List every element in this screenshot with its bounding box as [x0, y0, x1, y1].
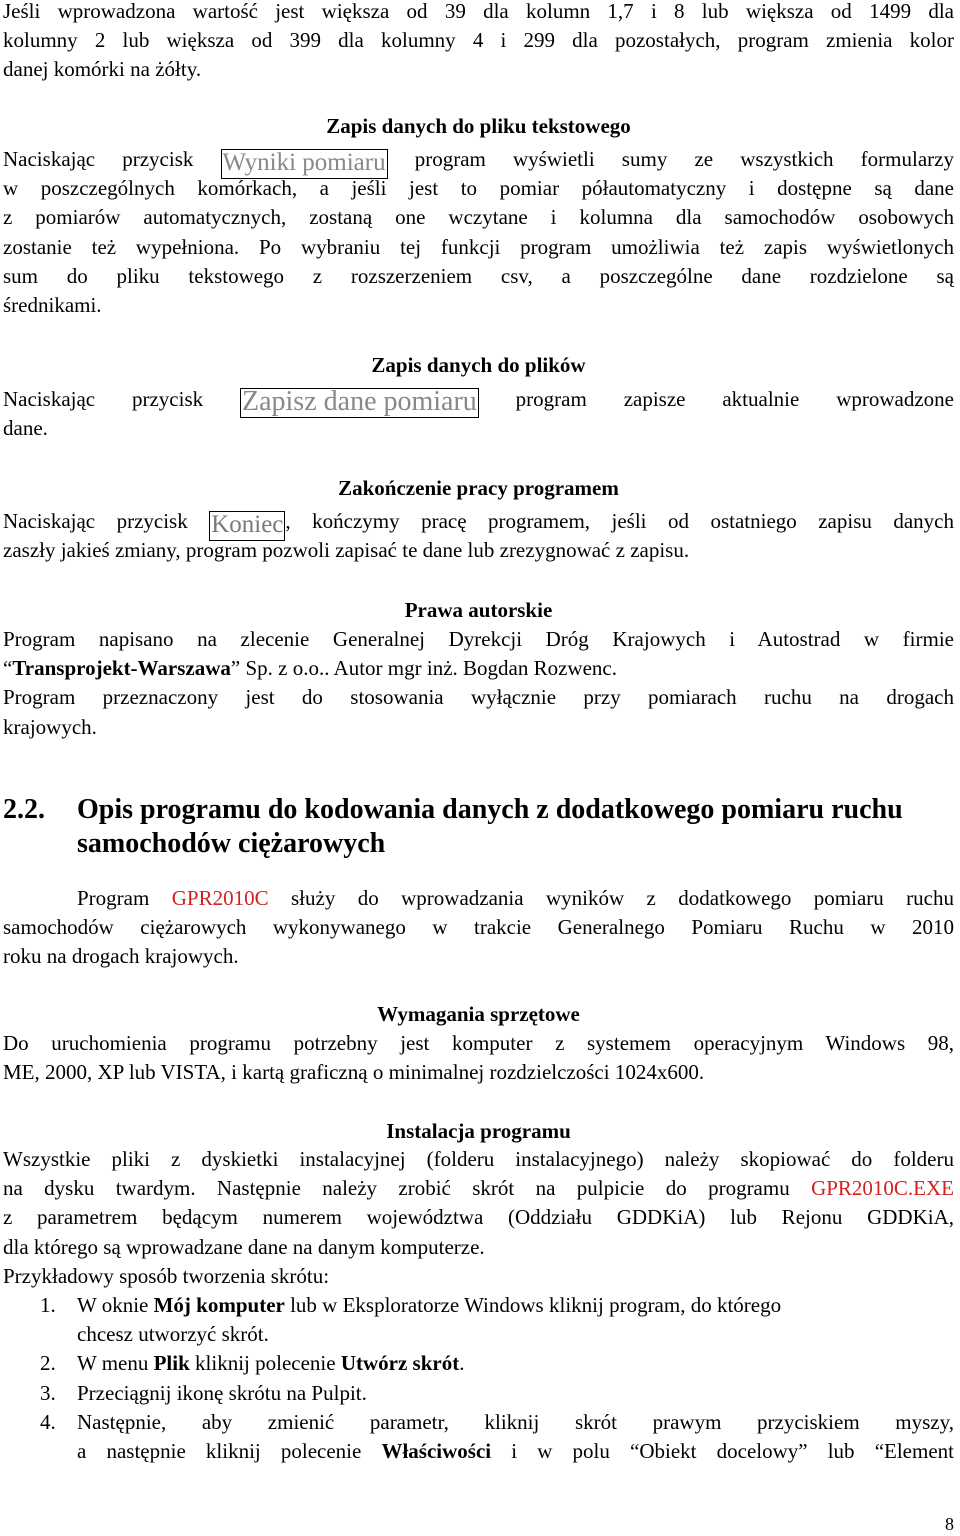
text-line: dane. [3, 416, 48, 441]
text-line: sum do pliku tekstowego z rozszerzeniem csv, a poszczególne dane rozdzielone są [3, 263, 954, 288]
text-line: Program napisano na zlecenie Generalnej Dyrekcji Dróg Krajowych i Autostrad w firmie [3, 627, 954, 651]
section-number: 2.2. [3, 794, 45, 825]
program-name: GPR2010C [171, 886, 269, 910]
text-line: Program GPR2010C służy do wprowadzania wyników z dodatkowego pomiaru ruchu [77, 886, 954, 910]
text-line: Przykładowy sposób tworzenia skrótu: [3, 1263, 330, 1288]
text-line: na dysku twardym. Następnie należy zrobić skrót na pulpicie do programu GPR2010C.EXE [3, 1176, 954, 1201]
text-line: zostanie też wypełniona. Po wybraniu tej funkcji program umożliwia też zapis wyświetlonych [3, 234, 954, 259]
text-line: ME, 2000, XP lub VISTA, i kartą graficzną o minimalnej rozdzielczości 1024x600. [3, 1060, 705, 1085]
list-item: 3. Przeciągnij ikonę skrótu na Pulpit. [40, 1380, 367, 1405]
description-paragraph [3, 884, 954, 972]
text-line: Naciskając przycisk Koniec, kończymy pracę programem, jeśli od ostatniego zapisu danych [3, 507, 954, 536]
heading-file-save: Zapis danych do plików [371, 353, 586, 377]
text-line: z pomiarów automatycznych, zostaną one wczytane i kolumna dla samochodów osobowych [3, 205, 954, 230]
text-line: Wszystkie pliki z dyskietki instalacyjnej (folderu instalacyjnego) należy skopiować do folderu [3, 1147, 954, 1171]
text-line: roku na drogach krajowych. [3, 944, 239, 969]
text-line: w poszczególnych komórkach, a jeśli jest to pomiar półautomatyczny i dostępne są dane [3, 176, 954, 201]
requirements-paragraph [3, 1029, 954, 1087]
text-line: Do uruchomienia programu potrzebny jest komputer z systemem operacyjnym Windows 98, [3, 1031, 954, 1055]
text-line: zaszły jakieś zmiany, program pozwoli zapisać te dane lub zrezygnować z zapisu. [3, 538, 690, 563]
text-line: Jeśli wprowadzona wartość jest większa od 39 dla kolumn 1,7 i 8 lub większa od 1499 dla [3, 0, 954, 23]
text-export-paragraph [3, 145, 954, 320]
heading-copyright: Prawa autorskie [404, 598, 553, 622]
text-line: Naciskając przycisk Zapisz dane pomiaru program zapisze aktualnie wprowadzone [3, 386, 954, 417]
text-line: z parametrem będącym numerem województwa (Oddziału GDDKiA) lub Rejonu GDDKiA, [3, 1205, 954, 1230]
text-line: kolumny 2 lub większa od 399 dla kolumny 4 i 299 dla pozostałych, program zmienia kolor [3, 28, 954, 53]
text-line: “Transprojekt-Warszawa” Sp. z o.o.. Autor mgr inż. Bogdan Rozwenc. [3, 656, 617, 681]
text-line: krajowych. [3, 714, 97, 739]
company-name: Transprojekt-Warszawa [12, 656, 231, 681]
heading-exit: Zakończenie pracy programem [338, 476, 619, 500]
list-item: 4. Następnie, aby zmienić parametr, kliknij skrót prawym przyciskiem myszy, a następnie kliknij polecenie Właściwości i w polu “Obiekt docelowy” lub “Element [40, 1409, 954, 1463]
heading-requirements: Wymagania sprzętowe [377, 1002, 580, 1026]
program-exe: GPR2010C.EXE [811, 1176, 954, 1201]
exit-paragraph [3, 507, 954, 565]
text-line: Program przeznaczony jest do stosowania wyłącznie przy pomiarach ruchu na drogach [3, 685, 954, 710]
koniec-button[interactable]: Koniec [209, 511, 285, 541]
list-item: 1. W oknie Mój komputer lub w Eksploratorze Windows kliknij program, do którego chcesz utworzyć skrót. [40, 1293, 782, 1347]
page-number: 8 [945, 1514, 954, 1534]
heading-install: Instalacja programu [386, 1119, 571, 1143]
file-save-paragraph [3, 385, 954, 443]
install-paragraph [3, 1145, 954, 1291]
wyniki-pomiaru-button[interactable]: Wyniki pomiaru [221, 149, 388, 179]
heading-text-export: Zapis danych do pliku tekstowego [326, 114, 631, 138]
section-title-line1: Opis programu do kodowania danych z dodatkowego pomiaru ruchu [77, 794, 903, 825]
text-line: Naciskając przycisk Wyniki pomiaru program wyświetli sumy ze wszystkich formularzy [3, 145, 954, 174]
text-line: średnikami. [3, 292, 102, 317]
intro-paragraph [3, 0, 954, 85]
section-title-line2: samochodów ciężarowych [77, 828, 386, 859]
shortcut-steps-list [3, 1291, 954, 1466]
copyright-paragraph [3, 625, 954, 742]
zapisz-dane-pomiaru-button[interactable]: Zapisz dane pomiaru [242, 386, 477, 417]
text-line: dla którego są wprowadzane dane na danym komputerze. [3, 1234, 485, 1259]
list-item: 2. W menu Plik kliknij polecenie Utwórz skrót. [40, 1351, 465, 1376]
text-line: danej komórki na żółty. [3, 57, 202, 82]
text-line: samochodów ciężarowych wykonywanego w trakcie Generalnego Pomiaru Ruchu w 2010 [3, 915, 954, 940]
